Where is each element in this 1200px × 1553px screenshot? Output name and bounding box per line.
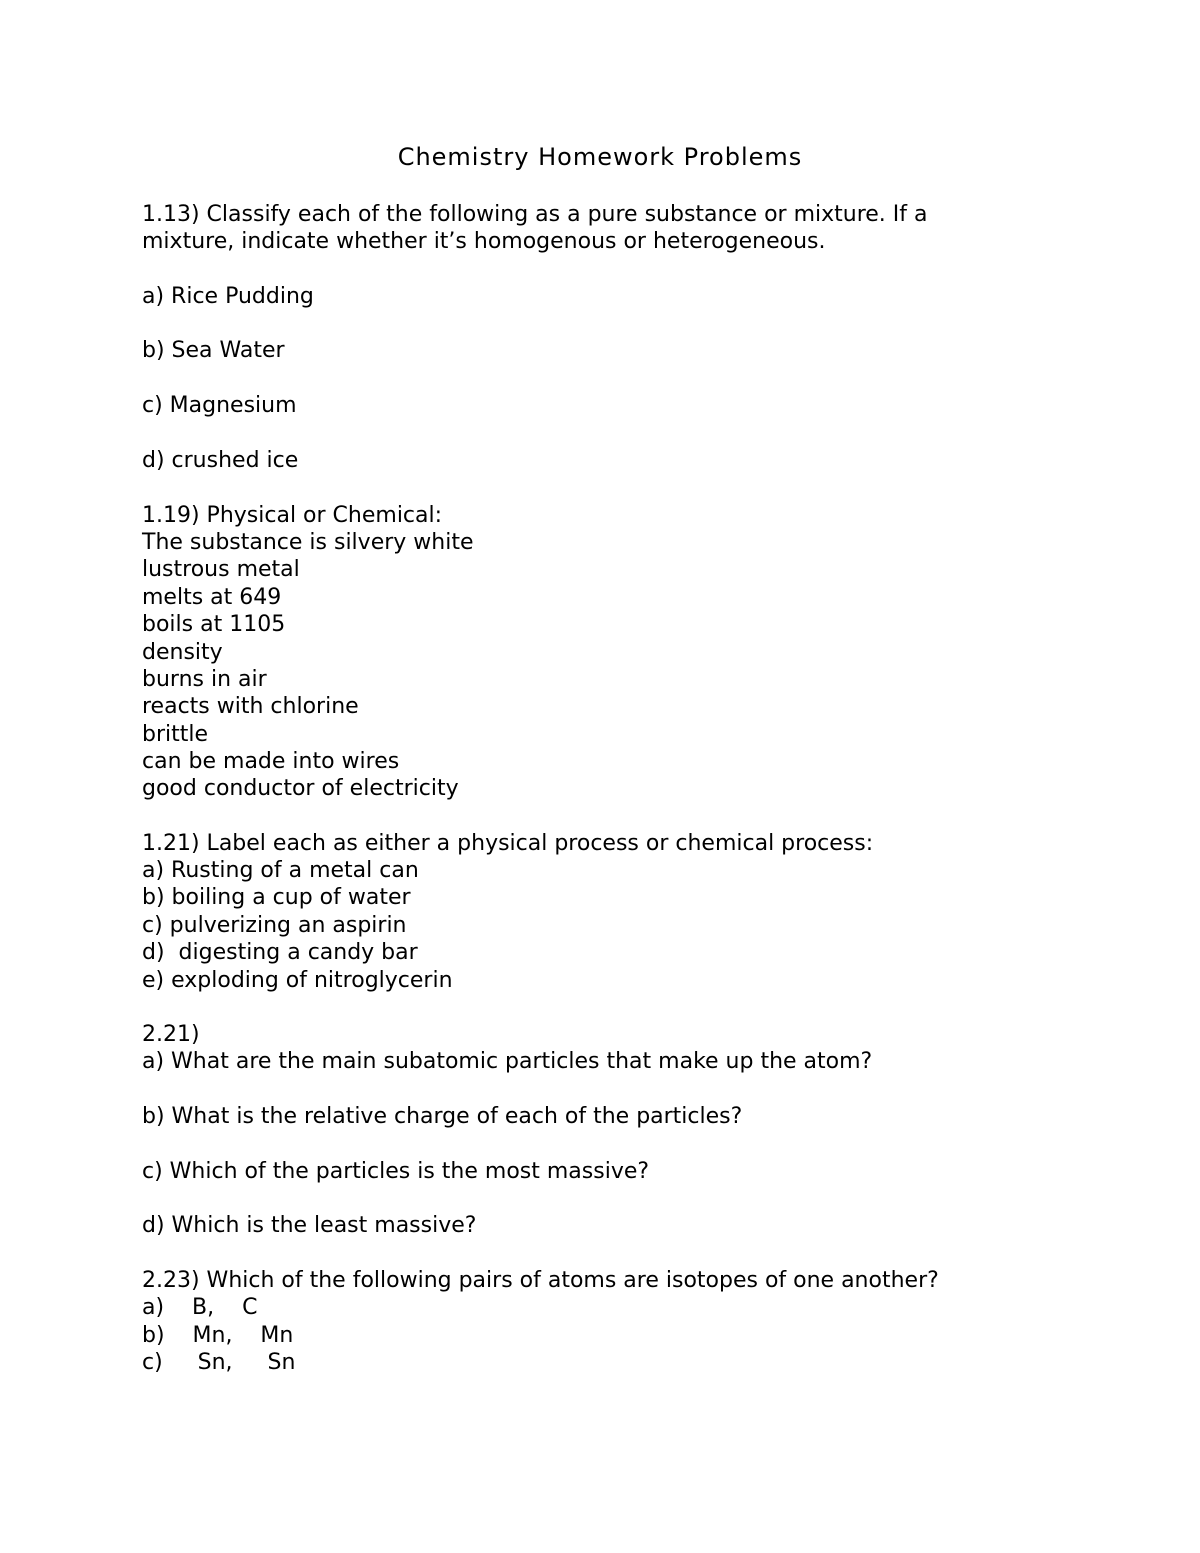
- question-1-19-item: reacts with chlorine: [142, 694, 359, 719]
- question-2-21-item: b) What is the relative charge of each of the particles?: [142, 1104, 743, 1129]
- question-1-13-item: d) crushed ice: [142, 448, 299, 473]
- question-1-19-item: boils at 1105: [142, 612, 286, 637]
- question-1-21-item: a) Rusting of a metal can: [142, 858, 419, 883]
- question-2-23-item: c) Sn, Sn: [142, 1350, 296, 1375]
- question-1-19-item: brittle: [142, 722, 209, 747]
- question-1-19-prompt: 1.19) Physical or Chemical:: [142, 503, 443, 528]
- question-1-13-prompt-continued: mixture, indicate whether it’s homogenous or heterogeneous.: [142, 229, 826, 254]
- question-2-21-prompt: 2.21): [142, 1022, 200, 1047]
- question-1-21-item: b) boiling a cup of water: [142, 885, 411, 910]
- question-1-13-item: c) Magnesium: [142, 393, 297, 418]
- question-1-19-item: lustrous metal: [142, 557, 300, 582]
- question-1-19-item: can be made into wires: [142, 749, 400, 774]
- question-1-13-item: b) Sea Water: [142, 338, 285, 363]
- question-2-23-prompt: 2.23) Which of the following pairs of atoms are isotopes of one another?: [142, 1268, 939, 1293]
- question-2-21-item: a) What are the main subatomic particles that make up the atom?: [142, 1049, 873, 1074]
- question-1-19-item: good conductor of electricity: [142, 776, 459, 801]
- question-1-21-item: d) digesting a candy bar: [142, 940, 418, 965]
- question-1-19-item: burns in air: [142, 667, 267, 692]
- question-1-19-item: The substance is silvery white: [142, 530, 474, 555]
- question-1-19-item: density: [142, 640, 223, 665]
- question-2-23-item: b) Mn, Mn: [142, 1323, 294, 1348]
- question-2-23-item: a) B, C: [142, 1295, 258, 1320]
- question-1-21-item: c) pulverizing an aspirin: [142, 913, 407, 938]
- question-1-13-prompt: 1.13) Classify each of the following as a pure substance or mixture. If a: [142, 202, 928, 227]
- document-title: Chemistry Homework Problems: [397, 143, 803, 171]
- question-2-21-item: d) Which is the least massive?: [142, 1213, 477, 1238]
- question-1-13-item: a) Rice Pudding: [142, 284, 314, 309]
- question-2-21-item: c) Which of the particles is the most massive?: [142, 1159, 650, 1184]
- question-1-21-prompt: 1.21) Label each as either a physical process or chemical process:: [142, 831, 874, 856]
- question-1-21-item: e) exploding of nitroglycerin: [142, 968, 453, 993]
- question-1-19-item: melts at 649: [142, 585, 282, 610]
